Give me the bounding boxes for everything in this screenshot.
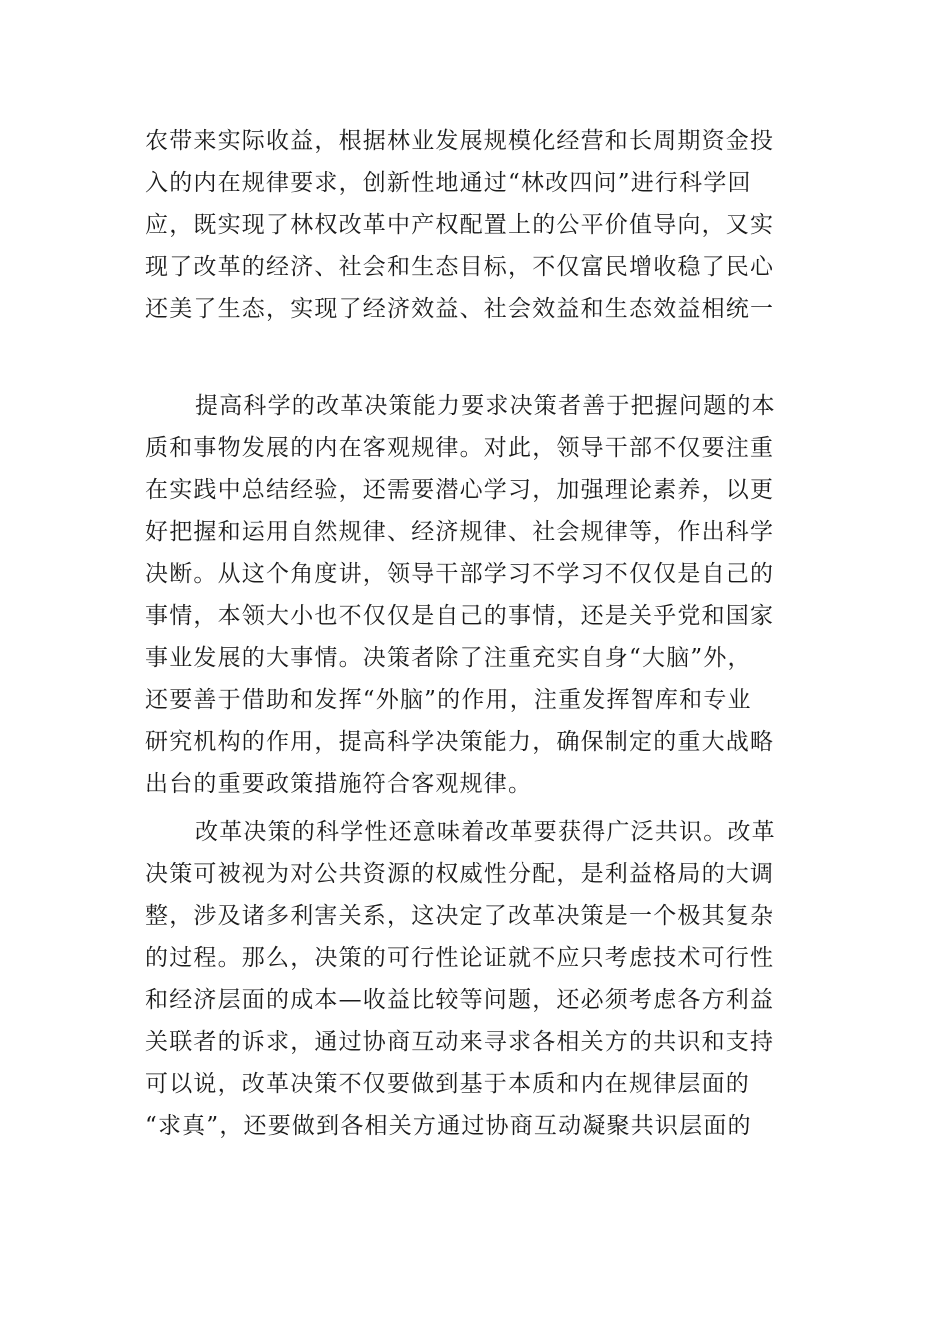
paragraph-line: 可以说，改革决策不仅要做到基于本质和内在规律层面的 xyxy=(145,1071,750,1097)
paragraph-line: 在实践中总结经验，还需要潜心学习，加强理论素养，以更 xyxy=(145,477,775,503)
paragraph-line: 和经济层面的成本—收益比较等问题，还必须考虑各方利益 xyxy=(145,987,775,1013)
paragraph-line: 还要善于借助和发挥“外脑”的作用，注重发挥智库和专业 xyxy=(145,687,752,713)
paragraph-line: 现了改革的经济、社会和生态目标，不仅富民增收稳了民心 xyxy=(145,254,775,280)
paragraph-2 xyxy=(145,385,810,805)
paragraph-line: 质和事物发展的内在客观规律。对此，领导干部不仅要注重 xyxy=(145,435,775,461)
paragraph-line: 出台的重要政策措施符合客观规律。 xyxy=(145,771,533,797)
paragraph-line: “求真”，还要做到各相关方通过协商互动凝聚共识层面的 xyxy=(145,1113,752,1139)
paragraph-line: 入的内在规律要求，创新性地通过“林改四问”进行科学回 xyxy=(145,170,752,196)
paragraph-line: 研究机构的作用，提高科学决策能力，确保制定的重大战略 xyxy=(145,729,775,755)
paragraph-line: 还美了生态，实现了经济效益、社会效益和生态效益相统一 xyxy=(145,296,775,322)
paragraph-line: 提高科学的改革决策能力要求决策者善于把握问题的本 xyxy=(195,393,776,419)
paragraph-line: 关联者的诉求，通过协商互动来寻求各相关方的共识和支持 xyxy=(145,1029,775,1055)
paragraph-line: 农带来实际收益，根据林业发展规模化经营和长周期资金投 xyxy=(145,128,775,154)
paragraph-line: 事情，本领大小也不仅仅是自己的事情，还是关乎党和国家 xyxy=(145,603,775,629)
paragraph-line: 决策可被视为对公共资源的权威性分配，是利益格局的大调 xyxy=(145,861,775,887)
paragraph-line: 改革决策的科学性还意味着改革要获得广泛共识。改革 xyxy=(195,819,776,845)
paragraph-line: 整，涉及诸多利害关系，这决定了改革决策是一个极其复杂 xyxy=(145,903,775,929)
paragraph-line: 的过程。那么，决策的可行性论证就不应只考虑技术可行性 xyxy=(145,945,775,971)
paragraph-line: 应，既实现了林权改革中产权配置上的公平价值导向，又实 xyxy=(145,212,775,238)
paragraph-line: 决断。从这个角度讲，领导干部学习不学习不仅仅是自己的 xyxy=(145,561,775,587)
paragraph-line: 事业发展的大事情。决策者除了注重充实自身“大脑”外， xyxy=(145,645,752,671)
paragraph-1 xyxy=(145,120,810,330)
paragraph-line: 好把握和运用自然规律、经济规律、社会规律等，作出科学 xyxy=(145,519,775,545)
paragraph-3 xyxy=(145,811,810,1147)
